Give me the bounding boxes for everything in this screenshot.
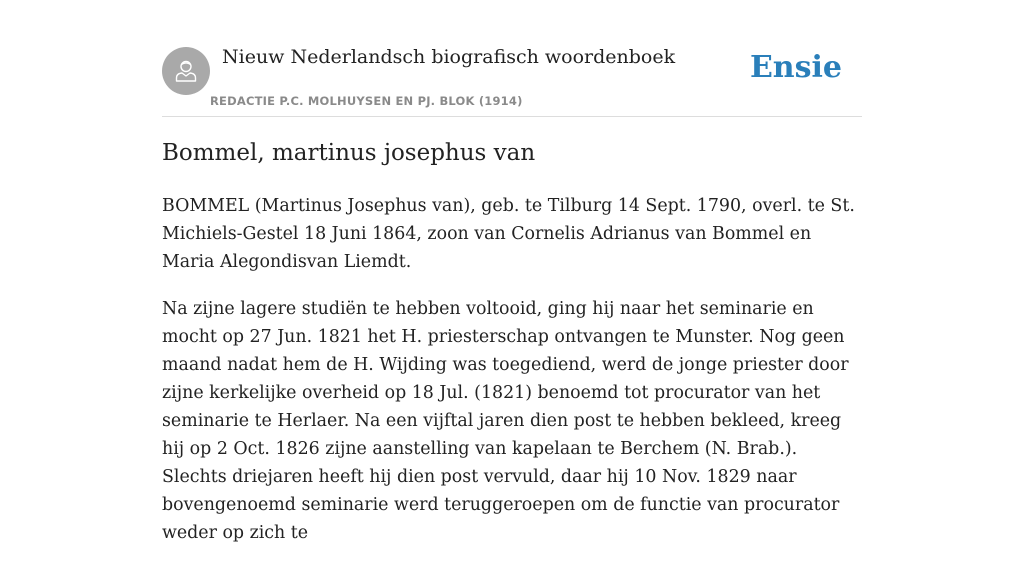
- book-title[interactable]: Nieuw Nederlandsch biografisch woordenboek: [222, 46, 676, 68]
- paragraph: Na zijne lagere studiën te hebben voltooid, ging hij naar het seminarie en mocht op 27 Jun. 1821 het H. priesterschap ontvangen te Munster. Nog geen maand nadat hem de H. Wijding was toegediend, werd de jonge priester door zijne kerkelijke overheid op 18 Jul. (1821) benoemd tot procurator van het seminarie te Herlaer. Na een vijftal jaren dien post te hebben bekleed, kreeg hij op 2 Oct. 1826 zijne aanstelling van kapelaan te Berchem (N. Brab.). Slechts driejaren heeft hij dien post vervuld, daar hij 10 Nov. 1829 naar bovengenoemd seminarie werd teruggeroepen om de functie van procurator weder op zich te: [162, 299, 849, 543]
- book-editors: REDACTIE P.C. MOLHUYSEN EN PJ. BLOK (1914): [210, 94, 523, 108]
- paragraph: BOMMEL (Martinus Josephus van), geb. te Tilburg 14 Sept. 1790, overl. te St. Michiels-Gestel 18 Juni 1864, zoon van Cornelis Adrianus van Bommel en Maria Alegondisvan Liemdt.: [162, 196, 855, 272]
- avatar[interactable]: [162, 47, 210, 95]
- page-title: Bommel, martinus josephus van: [162, 140, 536, 166]
- brand-logo[interactable]: Ensie: [749, 50, 842, 85]
- book-header: [162, 44, 862, 117]
- user-icon: [172, 57, 200, 85]
- entry-body: [162, 192, 862, 566]
